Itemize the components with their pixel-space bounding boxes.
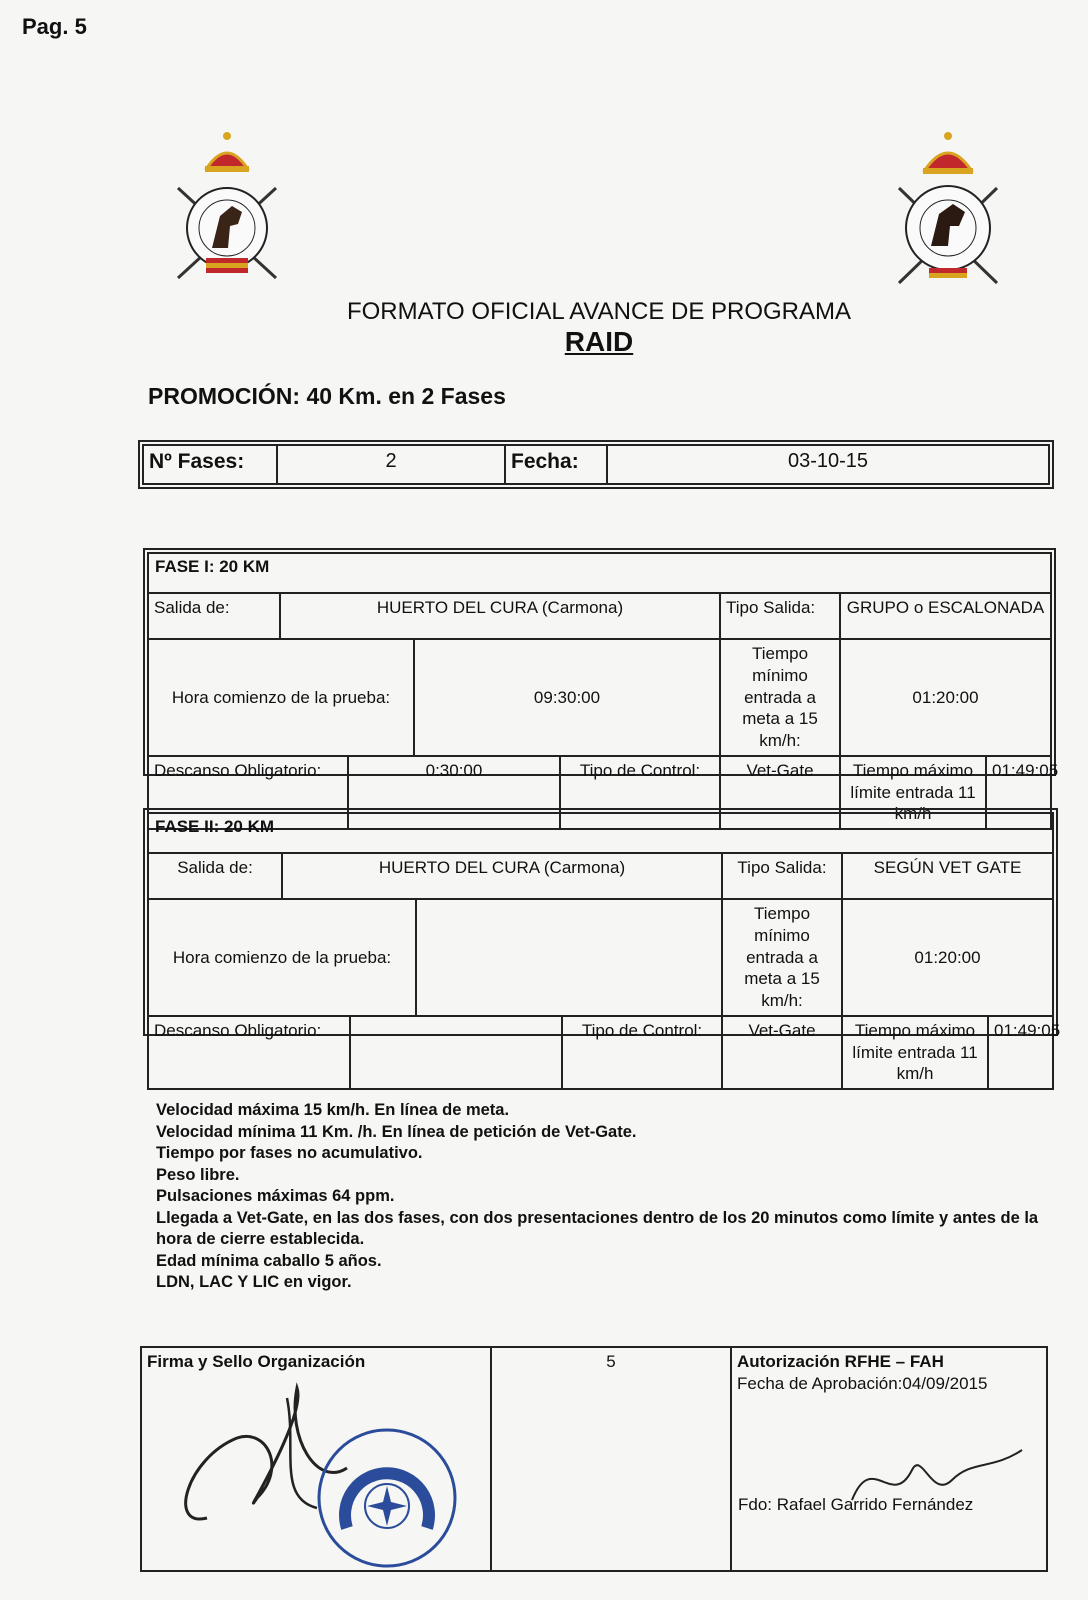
rfhe-logo [172,128,282,288]
control-value: Vet-Gate [722,1016,842,1089]
min-time-value: 01:20:00 [842,899,1053,1016]
fah-logo [893,128,1003,288]
phase-title: FASE I: 20 KM [148,553,1051,593]
start-label: Salida de: [148,853,282,899]
document-title: FORMATO OFICIAL AVANCE DE PROGRAMA [346,298,852,325]
phase-2-table [143,808,1061,1084]
auth-label: Autorización RFHE – FAH [737,1352,944,1371]
phase-1-table [143,548,1059,824]
date-value: 03-10-15 [607,445,1049,484]
note-line: Tiempo por fases no acumulativo. [156,1144,423,1162]
start-type-label: Tipo Salida: [722,853,842,899]
note-line: Velocidad mínima 11 Km. /h. En línea de petición de Vet-Gate. [156,1122,637,1141]
horse-crest-icon [172,128,282,288]
start-time-value [416,899,722,1016]
approval-date: Fecha de Aprobación:04/09/2015 [737,1373,988,1393]
phases-label: Nº Fases: [143,445,277,484]
note-line: Peso libre. [156,1165,240,1184]
start-time-label: Hora comienzo de la prueba: [148,639,414,756]
control-label: Tipo de Control: [560,756,720,829]
rest-label: Descanso Obligatorio: [148,1016,350,1089]
signature-box [140,1346,1048,1572]
rest-value: 0:30:00 [348,756,560,829]
start-label: Salida de: [148,593,280,639]
promotion-heading: PROMOCIÓN: 40 Km. en 2 Fases [148,383,506,409]
note-line: Velocidad máxima 15 km/h. En línea de meta. [156,1101,510,1119]
org-label: Firma y Sello Organización [147,1352,366,1371]
note-line: Llegada a Vet-Gate, en las dos fases, con dos presentaciones dentro de los 20 minutos como límite y antes de la hora de cierre establecida. [156,1208,1039,1248]
note-line: LDN, LAC Y LIC en vigor. [156,1273,352,1291]
start-type-value: SEGÚN VET GATE [842,853,1053,899]
organization-signature-cell [141,1347,491,1571]
phases-value: 2 [277,445,505,484]
min-time-label: Tiempo mínimo entrada a meta a 15 km/h: [722,899,842,1016]
start-value: HUERTO DEL CURA (Carmona) [282,853,722,899]
rest-label: Descanso Obligatorio: [148,756,348,829]
rules-notes [156,1100,1066,1294]
authorization-cell [731,1347,1047,1571]
summary-table [138,440,1054,489]
start-time-label: Hora comienzo de la prueba: [148,899,416,1016]
control-label: Tipo de Control: [562,1016,722,1089]
page-label: Pag. 5 [22,14,87,39]
note-line: Pulsaciones máximas 64 ppm. [156,1187,395,1205]
min-time-value: 01:20:00 [840,639,1051,756]
control-value: Vet-Gate [720,756,840,829]
phase-title: FASE II: 20 KM [148,813,1053,853]
max-time-label: Tiempo máximo límite entrada 11 km/h [842,1016,988,1089]
start-time-value: 09:30:00 [414,639,720,756]
horse-crest-icon [893,128,1003,288]
note-line: Edad mínima caballo 5 años. [156,1251,382,1270]
document-subtitle: RAID [564,326,634,357]
club-stamp-icon [147,1378,487,1568]
date-label: Fecha: [505,445,607,484]
start-value: HUERTO DEL CURA (Carmona) [280,593,720,639]
start-type-value: GRUPO o ESCALONADA [840,593,1051,639]
max-time-label: Tiempo máximo límite entrada 11 km/h [840,756,986,829]
page-number: 5 [491,1347,731,1571]
signer-name: Fdo: Rafael Garrido Fernández [738,1495,974,1514]
max-time-value: 01:49:05 [988,1016,1053,1089]
min-time-label: Tiempo mínimo entrada a meta a 15 km/h: [720,639,840,756]
max-time-value: 01:49:05 [986,756,1051,829]
start-type-label: Tipo Salida: [720,593,840,639]
rest-value [350,1016,562,1089]
